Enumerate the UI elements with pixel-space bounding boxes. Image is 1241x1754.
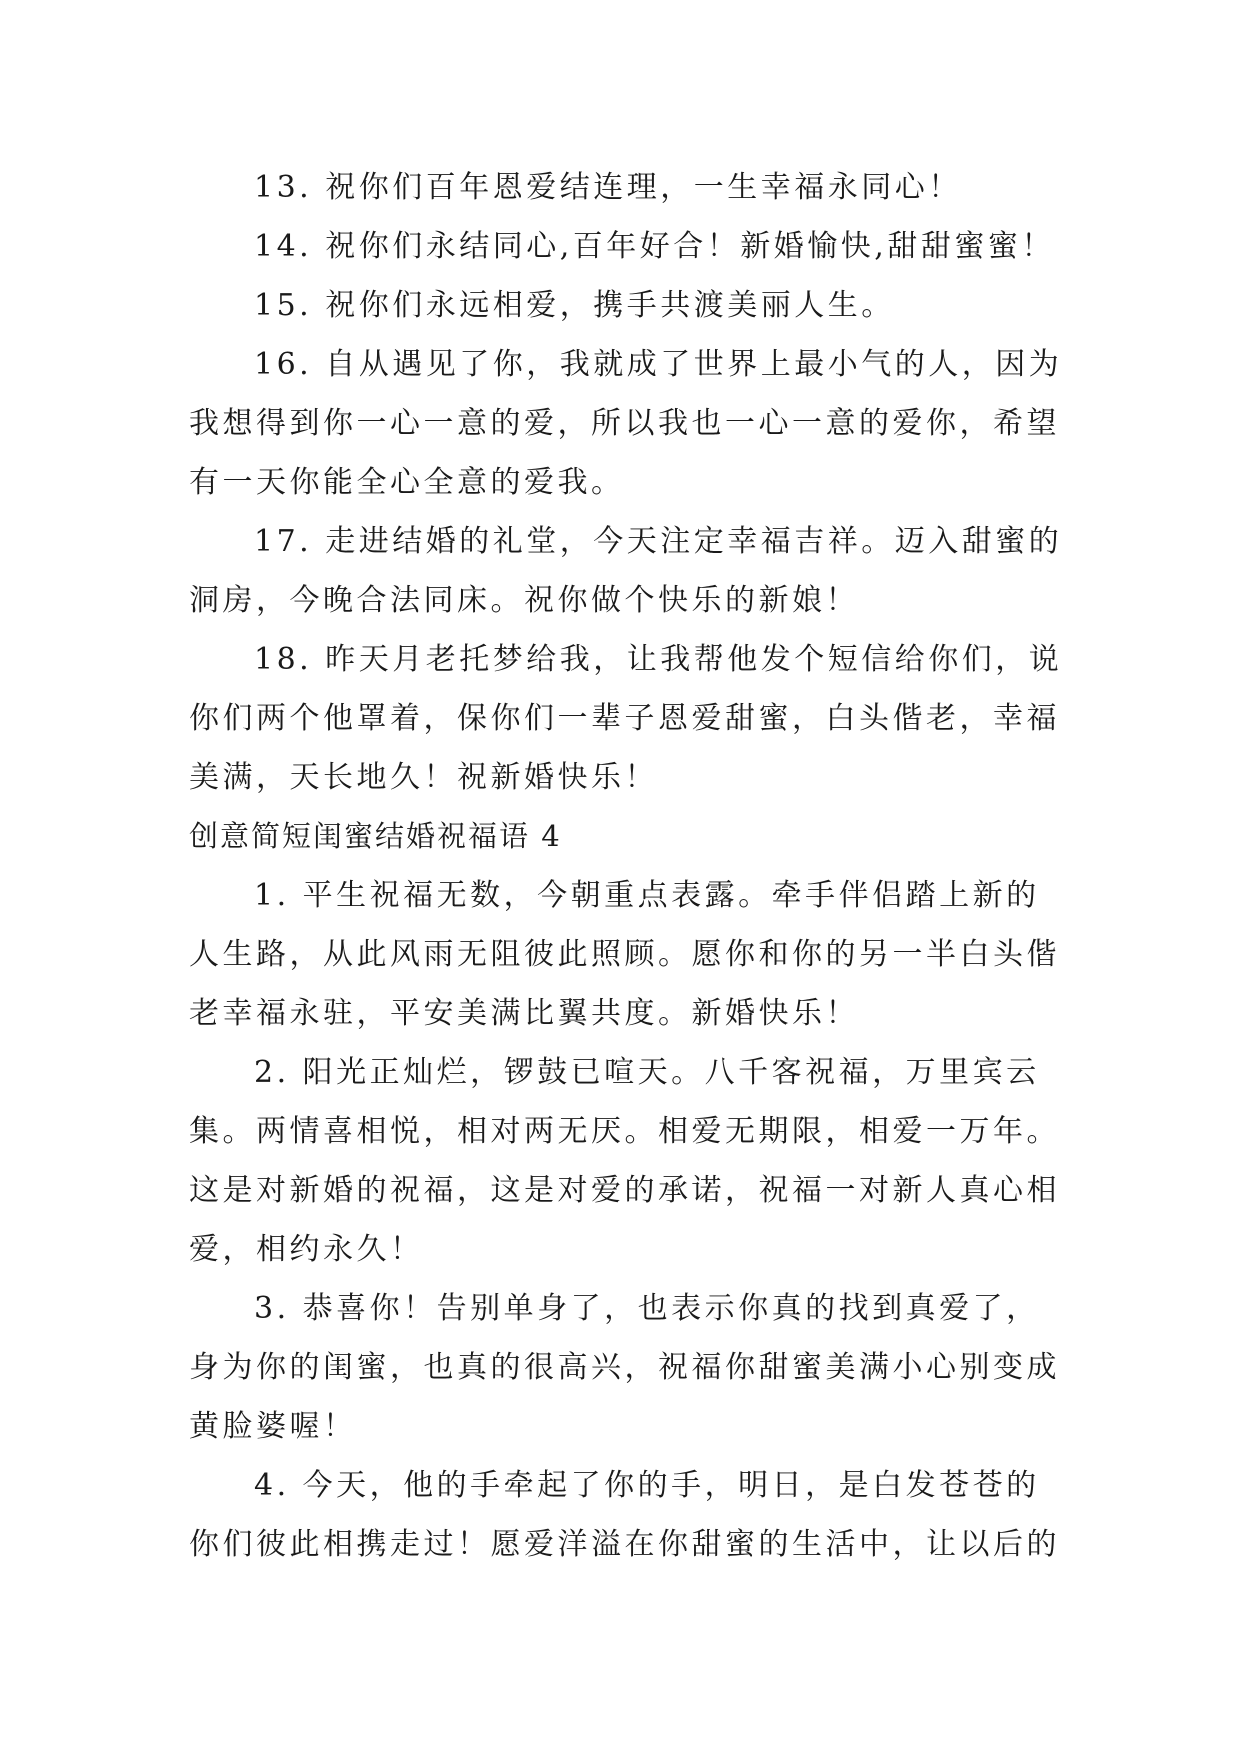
text-line: 4. 今天，他的手牵起了你的手，明日，是白发苍苍的 [254,1468,1040,1503]
text-line: 15. 祝你们永远相爱，携手共渡美丽人生。 [254,288,895,323]
text-line: 你们两个他罩着，保你们一辈子恩爱甜蜜，白头偕老，幸福 [189,701,1060,736]
text-line: 17. 走进结婚的礼堂，今天注定幸福吉祥。迈入甜蜜的 [254,524,1063,559]
text-line: 18. 昨天月老托梦给我，让我帮他发个短信给你们，说 [254,642,1063,677]
text-line: 黄脸婆喔！ [189,1409,357,1444]
text-line: 3. 恭喜你！告别单身了，也表示你真的找到真爱了， [254,1291,1040,1326]
text-line: 我想得到你一心一意的爱，所以我也一心一意的爱你，希望 [189,406,1060,441]
text-line: 洞房，今晚合法同床。祝你做个快乐的新娘！ [189,583,859,618]
text-line: 创意简短闺蜜结婚祝福语 4 [189,819,562,853]
paragraph [189,217,1069,276]
text-line: 14. 祝你们永结同心,百年好合！新婚愉快,甜甜蜜蜜！ [254,229,1055,264]
text-line: 身为你的闺蜜，也真的很高兴，祝福你甜蜜美满小心别变成 [189,1350,1060,1385]
text-line: 老幸福永驻，平安美满比翼共度。新婚快乐！ [189,996,859,1031]
paragraph [189,1043,1069,1279]
paragraph [189,158,1069,217]
paragraph [189,276,1069,335]
paragraph [189,1456,1069,1574]
text-line: 爱，相约永久！ [189,1232,424,1267]
document-body [189,158,1069,1574]
paragraph [189,512,1069,630]
paragraph [189,866,1069,1043]
text-line: 美满，天长地久！祝新婚快乐！ [189,760,658,795]
paragraph [189,1279,1069,1456]
text-line: 13. 祝你们百年恩爱结连理，一生幸福永同心！ [254,170,962,205]
section-heading [189,807,1069,866]
text-line: 集。两情喜相悦，相对两无厌。相爱无期限，相爱一万年。 [189,1114,1060,1149]
text-line: 16. 自从遇见了你，我就成了世界上最小气的人，因为 [254,347,1063,382]
text-line: 有一天你能全心全意的爱我。 [189,465,625,500]
paragraph [189,630,1069,807]
text-line: 1. 平生祝福无数，今朝重点表露。牵手伴侣踏上新的 [254,878,1040,913]
text-line: 你们彼此相携走过！愿爱洋溢在你甜蜜的生活中，让以后的 [189,1527,1060,1562]
text-line: 2. 阳光正灿烂，锣鼓已喧天。八千客祝福，万里宾云 [254,1055,1040,1090]
text-line: 人生路，从此风雨无阻彼此照顾。愿你和你的另一半白头偕 [189,937,1060,972]
paragraph [189,335,1069,512]
text-line: 这是对新婚的祝福，这是对爱的承诺，祝福一对新人真心相 [189,1173,1060,1208]
